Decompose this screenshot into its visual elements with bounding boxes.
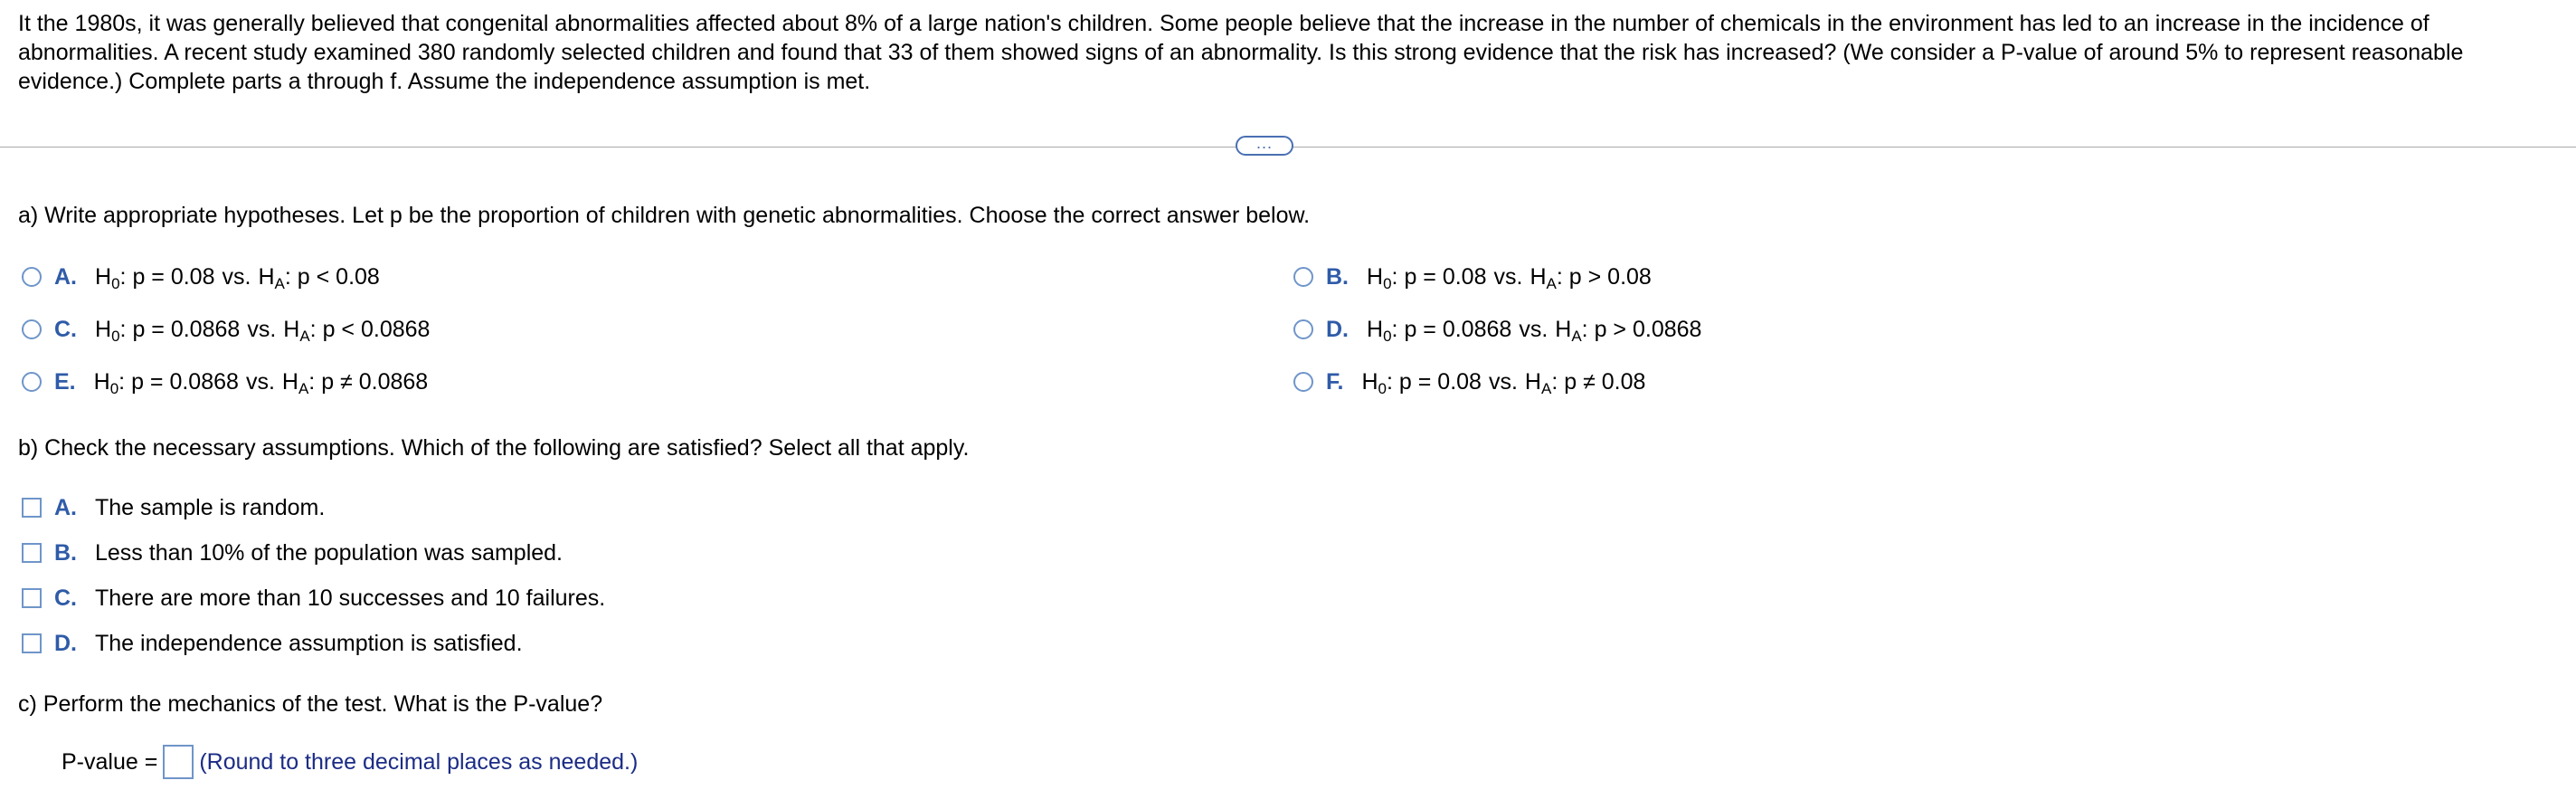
hypothesis-h0: $H_0$: p = 0.0868	[93, 369, 239, 397]
hypothesis-h0: $H_0$: p = 0.0868	[1367, 317, 1512, 345]
option-letter: A.	[54, 264, 77, 290]
hypothesis-ha: $H_A$: p > 0.0868	[1555, 317, 1702, 345]
option-c-radio[interactable]	[22, 319, 42, 339]
expand-button[interactable]: ...	[1236, 136, 1293, 156]
option-c-row[interactable]	[22, 315, 430, 344]
hypothesis-h0: $H_0$: p = 0.08	[1367, 264, 1487, 292]
option-a-radio[interactable]	[22, 267, 42, 287]
option-letter: D.	[1326, 317, 1349, 342]
vs-label: vs.	[247, 317, 277, 342]
hypothesis-ha: $H_A$: p < 0.0868	[283, 317, 431, 345]
hypothesis-ha: $H_A$: p ≠ 0.0868	[281, 369, 429, 397]
vs-label: vs.	[1519, 317, 1548, 342]
hypothesis-h0: $H_0$: p = 0.0868	[95, 317, 241, 345]
option-letter: B.	[1326, 264, 1349, 290]
option-d-row[interactable]	[1293, 315, 1701, 344]
assumption-d-row[interactable]	[22, 629, 523, 658]
option-f-row[interactable]	[1293, 367, 1645, 396]
option-letter: F.	[1326, 369, 1344, 395]
assumption-a-row[interactable]	[22, 493, 325, 522]
option-letter: C.	[54, 317, 77, 342]
option-e-radio[interactable]	[22, 372, 42, 392]
assumption-text: There are more than 10 successes and 10 failures.	[95, 585, 606, 611]
assumption-text: Less than 10% of the population was sampled.	[95, 540, 564, 566]
vs-label: vs.	[1488, 369, 1518, 395]
rounding-hint: (Round to three decimal places as needed.)	[199, 749, 639, 775]
vs-label: vs.	[1493, 264, 1523, 290]
option-b-radio[interactable]	[1293, 267, 1313, 287]
assumption-c-checkbox[interactable]	[22, 588, 42, 608]
assumption-d-checkbox[interactable]	[22, 633, 42, 653]
assumption-b-row[interactable]	[22, 538, 563, 567]
option-letter: D.	[54, 631, 77, 656]
assumption-b-checkbox[interactable]	[22, 543, 42, 563]
hypothesis-ha: $H_A$: p ≠ 0.08	[1524, 369, 1646, 397]
hypothesis-ha: $H_A$: p > 0.08	[1530, 264, 1652, 292]
option-e-row[interactable]	[22, 367, 428, 396]
option-letter: A.	[54, 495, 77, 520]
option-b-row[interactable]	[1293, 262, 1652, 291]
problem-statement: It the 1980s, it was generally believed that congenital abnormalities affected about 8% of a large nation's children. Some people believe that the increase in the number of chemicals in the environment has led to an increase in the incidence of abnormalities. A recent study examined 380 randomly selected children and found that 33 of them showed signs of an abnormality. Is this strong evidence that the risk has increased? (We consider a P-value of around 5% to represent reasonable evidence.) Complete parts a through f. Assume the independence assumption is met.	[18, 11, 2464, 94]
hypothesis-ha: $H_A$: p < 0.08	[258, 264, 380, 292]
p-value-label: P-value =	[62, 749, 158, 775]
assumption-a-checkbox[interactable]	[22, 498, 42, 518]
part-a-prompt: a) Write appropriate hypotheses. Let p be the proportion of children with genetic abnormalities. Choose the correct answer below.	[18, 203, 1311, 228]
vs-label: vs.	[245, 369, 275, 395]
p-value-row	[62, 745, 638, 779]
option-letter: C.	[54, 585, 77, 611]
option-f-radio[interactable]	[1293, 372, 1313, 392]
option-a-row[interactable]	[22, 262, 380, 291]
p-value-input[interactable]	[163, 745, 194, 779]
part-c-prompt: c) Perform the mechanics of the test. What is the P-value?	[18, 691, 603, 717]
option-d-radio[interactable]	[1293, 319, 1313, 339]
part-b-prompt: b) Check the necessary assumptions. Which of the following are satisfied? Select all that apply.	[18, 435, 970, 461]
option-letter: E.	[54, 369, 76, 395]
assumption-text: The independence assumption is satisfied.	[95, 631, 523, 656]
hypothesis-h0: $H_0$: p = 0.08	[1361, 369, 1482, 397]
hypothesis-h0: $H_0$: p = 0.08	[95, 264, 215, 292]
assumption-text: The sample is random.	[95, 495, 326, 520]
option-letter: B.	[54, 540, 77, 566]
assumption-c-row[interactable]	[22, 584, 605, 613]
vs-label: vs.	[222, 264, 251, 290]
